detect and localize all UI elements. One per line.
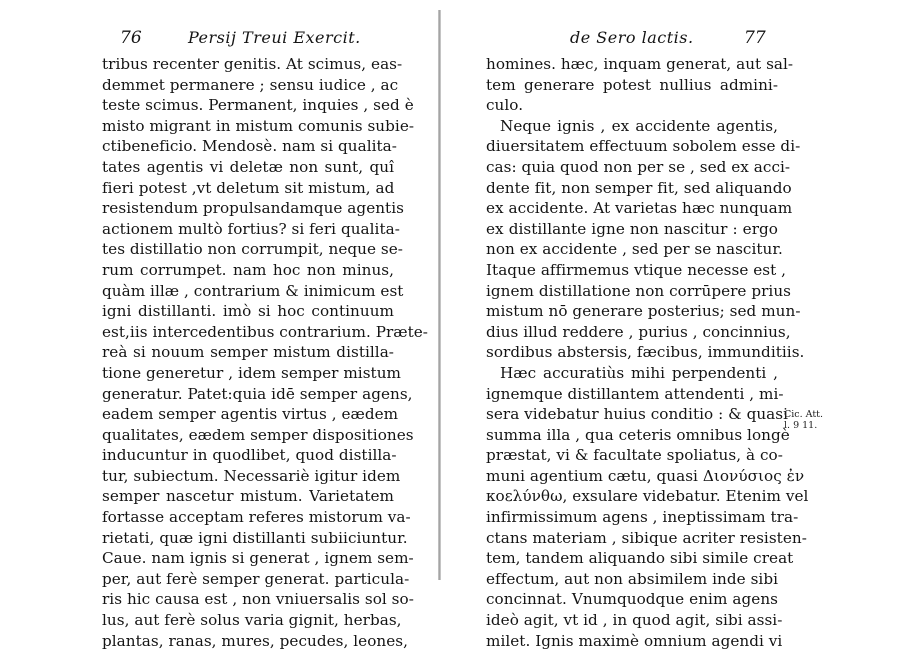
- text-line: culo.: [486, 96, 524, 115]
- text-line: sordibus abstersis, fæcibus, immunditiis.: [486, 343, 805, 362]
- text-line: fortasse acceptam referes mistorum va-: [102, 508, 411, 527]
- text-line: est,iis intercedentibus contrarium. Præte-: [102, 322, 428, 341]
- text-line: igni distillanti. imò si hoc continuum: [102, 302, 394, 321]
- text-line: misto migrant in mistum comunis subie-: [102, 116, 415, 135]
- text-line: ignemque distillantem attendenti , mi-: [486, 384, 784, 403]
- left-text-block: [102, 54, 428, 651]
- marginal-note-line: l. 9 11.: [784, 420, 818, 431]
- text-line: homines. hæc, inquam generat, aut sal-: [486, 55, 794, 73]
- text-line: summa illa , qua ceteris omnibus longè: [486, 425, 790, 444]
- marginal-note-line: Cic. Att.: [784, 409, 824, 420]
- text-line: tem generare potest nullius admini-: [486, 75, 778, 94]
- right-running-head: [486, 26, 778, 54]
- text-line: generatur. Patet:quia idē semper agens,: [102, 384, 413, 403]
- text-line: lus, aut ferè solus varia gignit, herbas,: [102, 611, 402, 630]
- text-line: rietati, quæ igni distillanti subiiciuntur.: [102, 528, 408, 547]
- text-line: fieri potest ,vt deletum sit mistum, ad: [102, 178, 395, 197]
- text-line: tates agentis vi deletæ non sunt, quî: [102, 157, 394, 176]
- left-running-head: [102, 26, 394, 54]
- book-gutter: [438, 10, 441, 580]
- text-line: inducuntur in quodlibet, quod distilla-: [102, 446, 397, 465]
- text-line: reà si nouum semper mistum distilla-: [102, 343, 394, 362]
- text-line: plantas, ranas, mures, pecudes, leones,: [102, 631, 408, 650]
- text-line: Hæc accuratiùs mihi perpendenti ,: [500, 363, 778, 382]
- text-line: milet. Ignis maximè omnium agendi vi: [486, 631, 783, 650]
- text-line: teste scimus. Permanent, inquies , sed è: [102, 96, 414, 115]
- text-line: ctibeneficio. Mendosè. nam si qualita-: [102, 137, 397, 156]
- text-line: ex accidente. At varietas hæc nunquam: [486, 199, 793, 218]
- text-line: Itaque affirmemus vtique necesse est ,: [486, 260, 787, 279]
- text-line: ideò agit, vt id , in quod agit, sibi assi-: [486, 611, 783, 630]
- text-line: quàm illæ , contrarium & inimicum est: [102, 281, 404, 300]
- text-line: ris hic causa est , non vniuersalis sol so-: [102, 590, 414, 609]
- text-line: diuersitatem effectuum sobolem esse di-: [486, 137, 801, 156]
- text-line: effectum, aut non absimilem inde sibi: [486, 569, 778, 588]
- text-line: per, aut ferè semper generat. particula-: [102, 569, 410, 588]
- text-line: dente fit, non semper fit, sed aliquando: [486, 178, 792, 197]
- text-line: ctans materiam , sibique acriter resisten-: [486, 528, 807, 547]
- right-running-title: de Sero lactis.: [570, 28, 694, 47]
- text-line: actionem multò fortius? si feri qualita-: [102, 219, 400, 238]
- left-running-title: Persij Treui Exercit.: [188, 28, 361, 47]
- text-line: non ex accidente , sed per se nascitur.: [486, 240, 783, 259]
- text-line: cas: quia quod non per se , sed ex acci-: [486, 157, 791, 176]
- text-line: resistendum propulsandamque agentis: [102, 199, 404, 218]
- text-line: concinnat. Vnumquodque enim agens: [486, 590, 778, 609]
- marginal-note: [784, 409, 823, 431]
- text-line: demmet permanere ; sensu iudice , ac: [102, 75, 399, 94]
- text-line: tes distillatio non corrumpit, neque se-: [102, 240, 403, 259]
- text-line: præstat, vi & facultate spoliatus, à co-: [486, 446, 783, 465]
- text-line: dius illud reddere , purius , concinnius,: [486, 322, 791, 341]
- text-line: sera videbatur huius conditio : & quasi: [486, 405, 789, 424]
- text-line: κοελύνθω, exsulare videbatur. Etenim vel: [486, 487, 809, 506]
- left-page: [102, 26, 428, 651]
- text-line: tur, subiectum. Necessariè igitur idem: [102, 466, 401, 485]
- text-line: Caue. nam ignis si generat , ignem sem-: [102, 549, 414, 568]
- text-line: muni agentium cætu, quasi Διονύσιος ἐν: [486, 466, 805, 485]
- text-line: tem, tandem aliquando sibi simile creat: [486, 549, 794, 568]
- text-line: rum corrumpet. nam hoc non minus,: [102, 260, 394, 279]
- right-page-number: 77: [744, 28, 766, 48]
- text-line: ex distillante igne non nascitur : ergo: [486, 219, 778, 238]
- text-line: semper nascetur mistum. Varietatem: [102, 487, 394, 506]
- left-page-number: 76: [120, 28, 142, 48]
- text-line: eadem semper agentis virtus , eædem: [102, 405, 399, 424]
- text-line: mistum nō generare posterius; sed mun-: [486, 302, 801, 321]
- text-line: tione generetur , idem semper mistum: [102, 363, 401, 382]
- text-line: qualitates, eædem semper dispositiones: [102, 425, 414, 444]
- text-line: infirmissimum agens , ineptissimam tra-: [486, 508, 799, 527]
- text-line: Neque ignis , ex accidente agentis,: [500, 116, 778, 135]
- text-line: ignem distillatione non corrūpere prius: [486, 281, 792, 300]
- text-line: tribus recenter genitis. At scimus, eas-: [102, 55, 403, 73]
